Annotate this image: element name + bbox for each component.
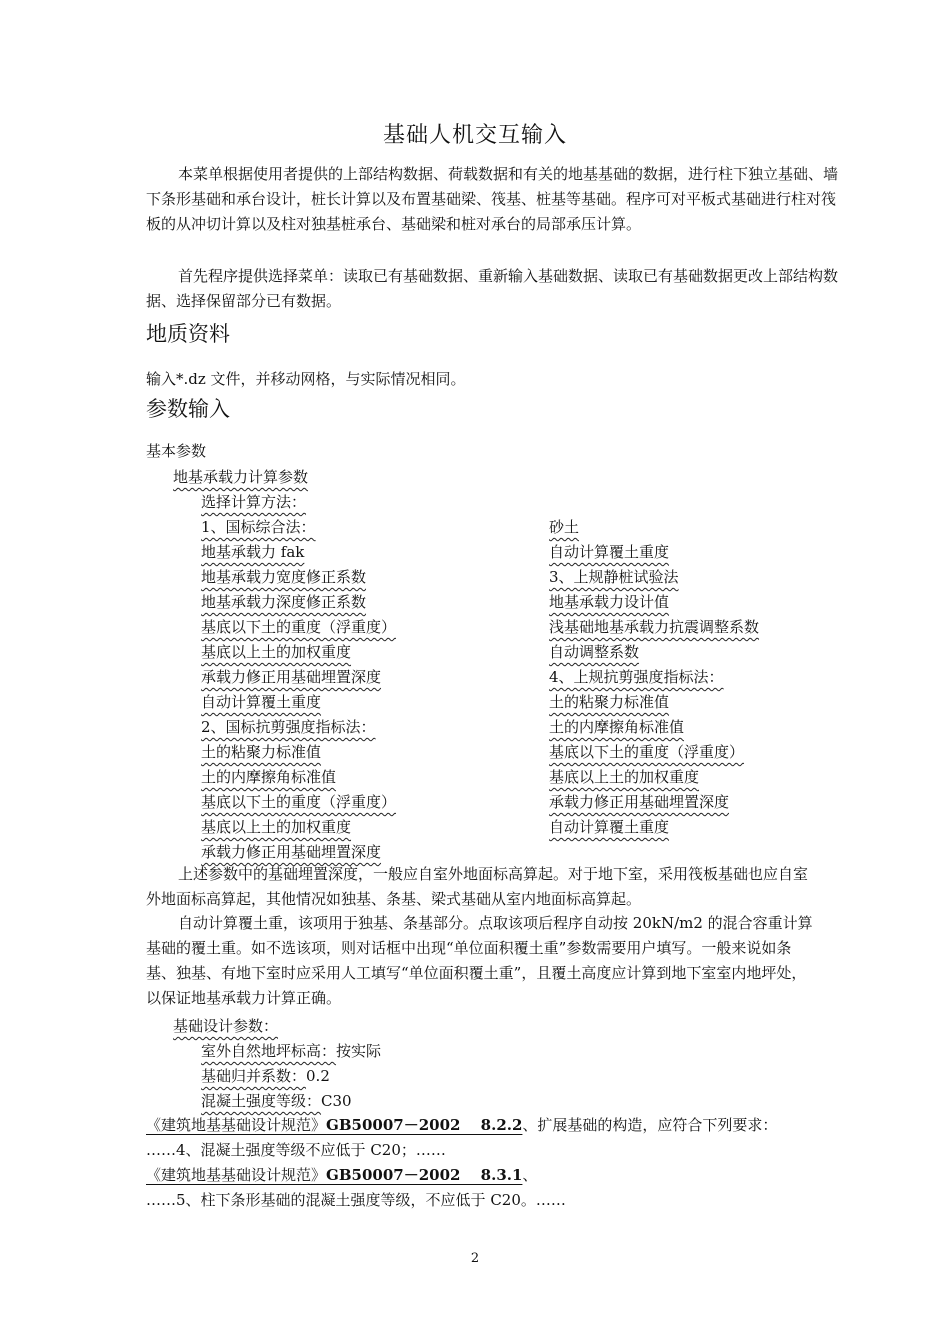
intro-paragraph-1: 本菜单根据使用者提供的上部结构数据、荷载数据和有关的地基基础的数据，进行柱下独立基础、墙下条形基础和承台设计，桩长计算以及布置基础梁、筏基、桩基等基础。程序可对平板式基础进行柱对筏板的从冲切计算以及柱对独基桩承台、基础梁和桩对承台的局部承压计算。: [146, 165, 839, 233]
left-item-14: 承载力修正用基础埋置深度: [201, 843, 382, 861]
right-item-2: 自动计算覆土重度: [549, 543, 670, 561]
bearing-params-title: 地基承载力计算参数: [173, 468, 309, 486]
left-item-6: 基底以上土的加权重度: [201, 643, 352, 661]
left-item-3: 地基承载力宽度修正系数: [201, 568, 367, 586]
right-item-12: 承载力修正用基础埋置深度: [549, 793, 730, 811]
autocalc-note-paragraph: 自动计算覆土重，该项用于独基、条基部分。点取该项后程序自动按 20kN/m2 的混合容重计算基础的覆土重。如不选该项，则对话框中出现“单位面积覆土重”参数需要用户填写。一般来说如条基、独基、有地下室时应采用人工填写“单位面积覆土重”，且覆土高度应计算到地下室室内地坪处，以保证地基承载力计算正确。: [146, 914, 813, 1007]
left-item-5: 基底以下土的重度（浮重度）: [201, 618, 397, 636]
right-item-13: 自动计算覆土重度: [549, 818, 670, 836]
right-item-5: 浅基础地基承载力抗震调整系数: [549, 618, 760, 636]
select-method-label: 选择计算方法：: [201, 493, 307, 511]
code-reference-2: [146, 1164, 537, 1185]
design-param-row-2: [201, 1065, 330, 1086]
design-param-value: 按实际: [336, 1042, 382, 1060]
code-name: 《建筑地基基础设计规范》: [146, 1166, 327, 1184]
right-item-10: 基底以下土的重度（浮重度）: [549, 743, 745, 761]
code-reference-1: [146, 1114, 777, 1135]
left-item-7: 承载力修正用基础埋置深度: [201, 668, 382, 686]
design-param-row-3: [201, 1090, 352, 1111]
left-item-9: 2、国标抗剪强度指标法：: [201, 718, 376, 736]
depth-note-paragraph: 上述参数中的基础埋置深度，一般应自室外地面标高算起。对于地下室，采用筏板基础也应自室外地面标高算起，其他情况如独基、条基、梁式基础从室内地面标高算起。: [146, 865, 809, 908]
design-param-row-1: [201, 1040, 381, 1061]
code-tail: 、: [522, 1166, 538, 1184]
right-item-3: 3、上规静桩试验法: [549, 568, 679, 586]
design-param-value: 0.2: [306, 1067, 330, 1085]
right-item-1: 砂土: [549, 518, 580, 536]
page-number: 2: [470, 1251, 480, 1266]
right-item-4: 地基承载力设计值: [549, 593, 670, 611]
code-name: 《建筑地基基础设计规范》: [146, 1116, 327, 1134]
geology-text: 输入*.dz 文件，并移动网格，与实际情况相同。: [146, 370, 466, 388]
left-item-1: 1、国标综合法：: [201, 518, 316, 536]
design-param-label: 混凝土强度等级：: [201, 1092, 322, 1110]
left-item-13: 基底以上土的加权重度: [201, 818, 352, 836]
right-item-6: 自动调整系数: [549, 643, 640, 661]
right-item-7: 4、上规抗剪强度指标法：: [549, 668, 724, 686]
design-param-label: 室外自然地坪标高：: [201, 1042, 337, 1060]
left-item-8: 自动计算覆土重度: [201, 693, 322, 711]
code-text-1: ……4、混凝土强度等级不应低于 C20；……: [146, 1141, 446, 1159]
basic-params-label: 基本参数: [146, 442, 207, 460]
design-param-value: C30: [321, 1092, 352, 1110]
geology-heading: 地质资料: [146, 322, 230, 346]
design-params-title: 基础设计参数：: [173, 1017, 279, 1035]
code-number: GB50007－2002 8.3.1: [326, 1166, 523, 1184]
left-item-12: 基底以下土的重度（浮重度）: [201, 793, 397, 811]
code-number: GB50007－2002 8.2.2: [326, 1116, 523, 1134]
left-item-2: 地基承载力 fak: [201, 543, 305, 561]
right-item-8: 土的粘聚力标准值: [549, 693, 670, 711]
code-tail: 、扩展基础的构造，应符合下列要求：: [522, 1116, 778, 1134]
right-item-11: 基底以上土的加权重度: [549, 768, 700, 786]
right-item-9: 土的内摩擦角标准值: [549, 718, 685, 736]
left-item-11: 土的内摩擦角标准值: [201, 768, 337, 786]
page-title: 基础人机交互输入: [382, 123, 567, 148]
intro-paragraph-2: 首先程序提供选择菜单：读取已有基础数据、重新输入基础数据、读取已有基础数据更改上部结构数据、选择保留部分已有数据。: [146, 267, 839, 310]
left-item-10: 土的粘聚力标准值: [201, 743, 322, 761]
left-item-4: 地基承载力深度修正系数: [201, 593, 367, 611]
code-text-2: ……5、柱下条形基础的混凝土强度等级，不应低于 C20。……: [146, 1191, 566, 1209]
design-param-label: 基础归并系数：: [201, 1067, 307, 1085]
params-heading: 参数输入: [146, 397, 230, 421]
